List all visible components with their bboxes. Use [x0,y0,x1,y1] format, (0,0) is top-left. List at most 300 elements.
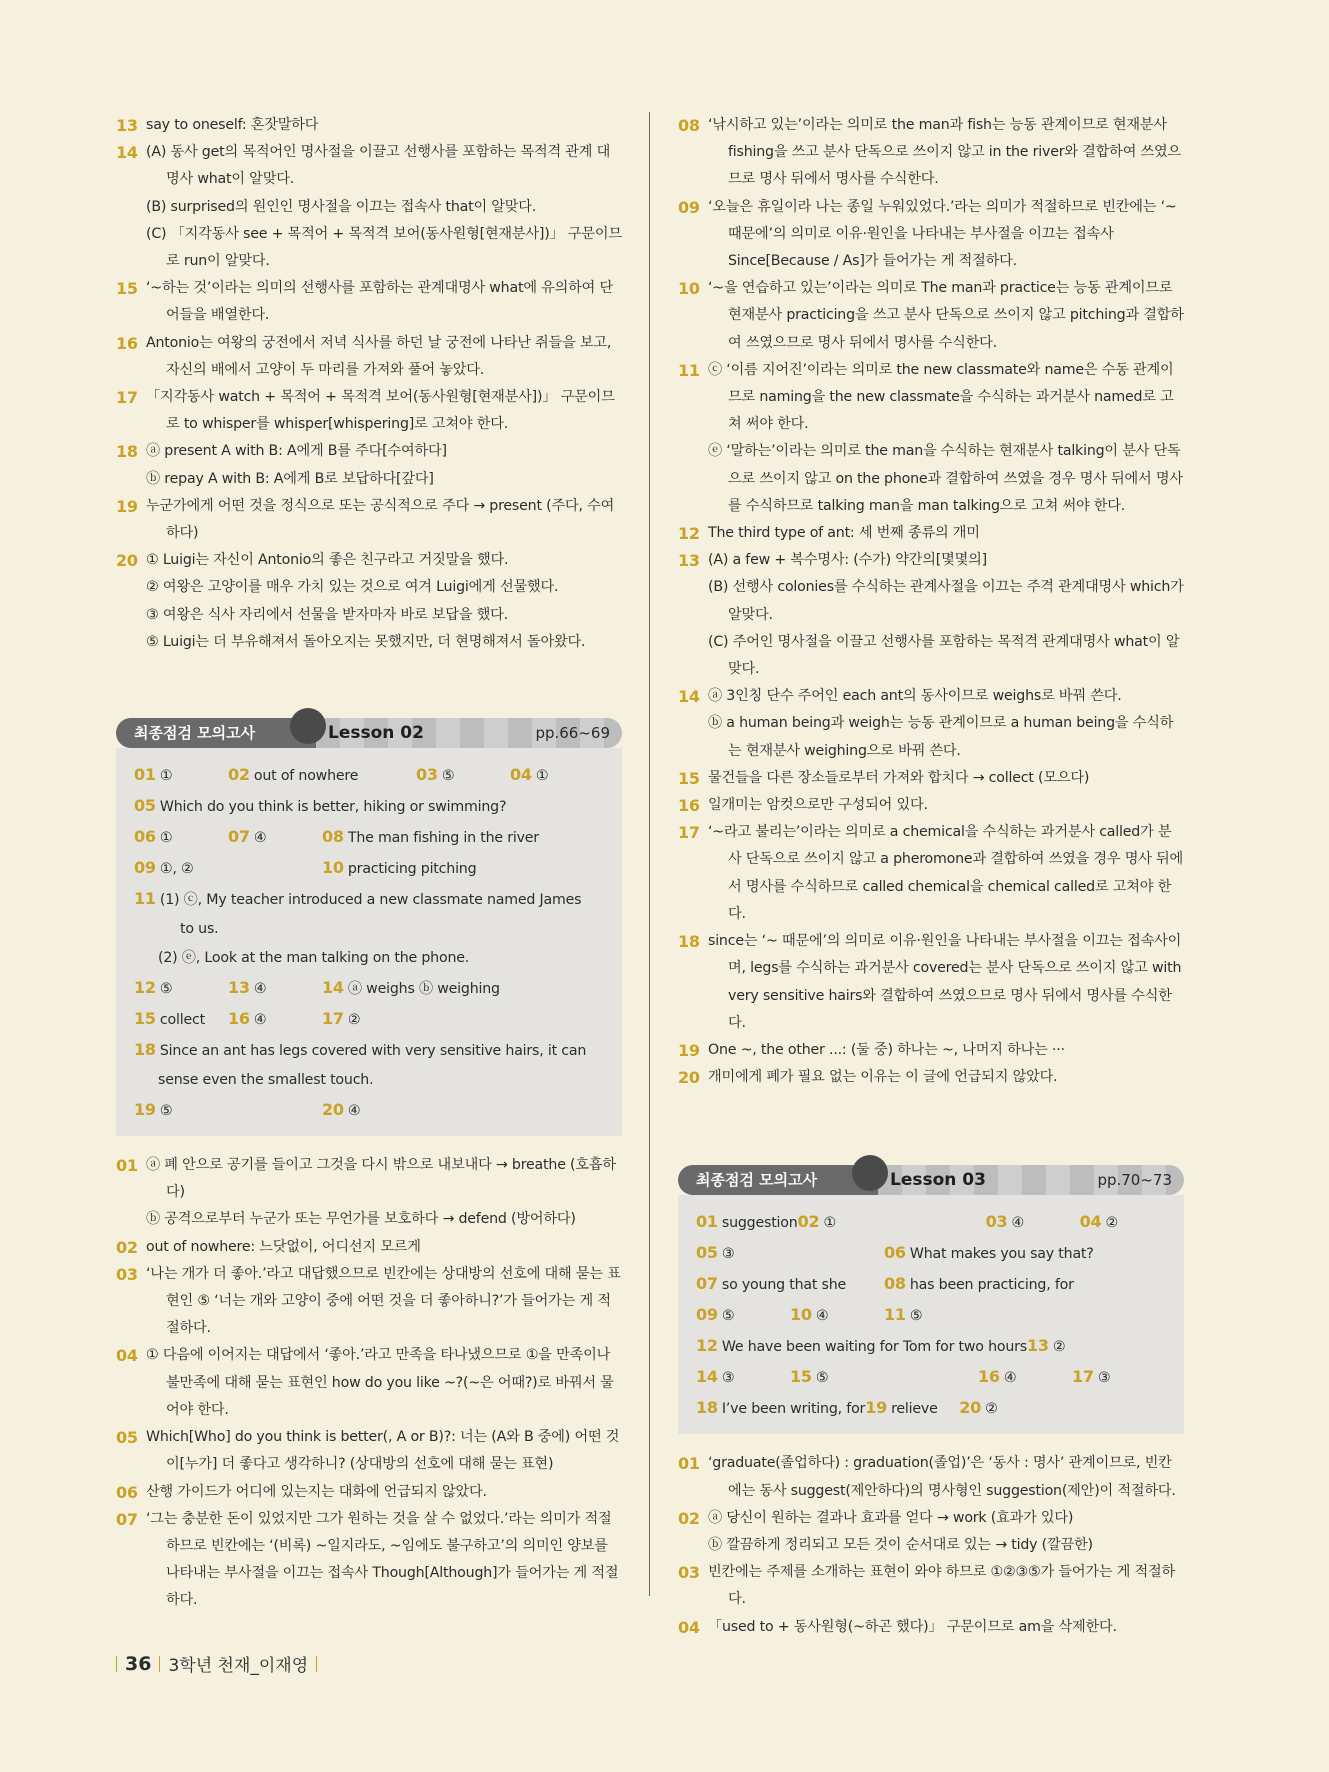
item-number: 19 [678,1040,700,1060]
item-text [708,357,1184,439]
answer-text: ④ [253,1012,267,1029]
item-number: 18 [678,932,700,952]
item-subline [116,574,622,601]
item-text [708,792,1184,819]
answer-cell [322,1004,360,1035]
item-line: since는 ‘~ 때문에’의 의미로 이유·원인을 나타내는 부사절을 이끄는 접속사이며, legs를 수식하는 과거분사 covered는 분사 단독으로 쓰이지 않고 with very sensitive hairs와 결합하여 쓰였으므로 명사 뒤에서 명사를 수식한다. [708,933,1182,1031]
answer-cell [1027,1331,1065,1362]
answer-text: ⑤ [159,1103,173,1120]
lesson-title: Lesson 02 [328,723,424,744]
item-line: ① Luigi는 자신이 Antonio의 좋은 친구라고 거짓말을 했다. [146,552,509,569]
answer-row [696,1393,1166,1424]
panel-header [116,716,622,748]
answer-number: 20 [322,1100,344,1120]
explanation-item [678,547,1184,574]
answer-cell [884,1269,1074,1300]
item-text [146,1424,622,1478]
item-line: 산행 가이드가 어디에 있는지는 대화에 언급되지 않았다. [146,1483,487,1500]
explanation-item [678,765,1184,792]
explanation-item [116,1152,622,1206]
answer-number: 05 [696,1243,718,1263]
item-line: ① 다음에 이어지는 대답에서 ‘좋아.’라고 만족을 타나냈으므로 ①을 만족이나 불만족에 대해 묻는 표현인 how do you like ~?(~은 어때?)로 바꿔서 물어야 한다. [146,1347,614,1418]
explanation-item [678,275,1184,357]
answer-number: 19 [865,1398,888,1418]
answer-row [134,760,604,791]
explanation-item [116,438,622,465]
item-subline-text: ⑤ Luigi는 더 부유해져서 돌아오지는 못했지만, 더 현명해져서 돌아왔다. [146,633,586,650]
answer-cell [696,1207,798,1238]
item-number: 08 [678,116,700,135]
explanation-item [678,1614,1184,1641]
explanation-item [116,1479,622,1506]
item-subline-text: (B) 선행사 colonies를 수식하는 관계사절을 이끄는 주격 관계대명사 which가 알맞다. [708,579,1184,623]
page-number: 36 [125,1652,152,1675]
item-subline-text: ⓑ 공격으로부터 누군가 또는 무언가를 보호하다 → defend (방어하다) [146,1211,576,1228]
answer-cell [134,760,228,791]
page-footer [116,1651,317,1676]
answer-number: 06 [884,1243,906,1263]
item-text [708,1614,1184,1641]
answer-cell [134,822,228,853]
answer-cell [790,1362,978,1393]
item-line: 빈칸에는 주제를 소개하는 표현이 와야 하므로 ①②③⑤가 들어가는 게 적절하다. [708,1564,1176,1608]
answer-text: ⑤ [159,981,173,998]
item-subline [678,629,1184,683]
item-line: 「지각동사 watch + 목적어 + 목적격 보어(동사원형[현재분사])」 구문이므로 to whisper를 whisper[whispering]로 고쳐야 한다. [146,389,615,433]
item-subline [116,602,622,629]
item-text [708,520,1184,547]
answer-row [696,1362,1166,1393]
item-number: 14 [116,143,138,163]
item-subline-text: ⓑ 깔끔하게 정리되고 모든 것이 순서대로 있는 → tidy (깔끔한) [708,1536,1093,1553]
item-text [708,1064,1184,1091]
item-number: 17 [116,388,138,408]
item-line: Which[Who] do you think is better(, A or B)?: 너는 (A와 B 중에) 어떤 것이[누가] 더 좋다고 생각하니? (상대방의 선호에 대해 묻는 표현) [146,1429,620,1473]
answer-text: ⑤ [441,768,455,785]
answer-text: ① [159,768,173,785]
item-number: 03 [678,1563,700,1583]
answer-text: ⑤ [721,1308,735,1325]
answer-text: ④ [347,1103,361,1120]
answer-cell [696,1331,1027,1362]
item-text [146,275,622,329]
item-text [146,384,622,438]
explanation-item [116,1506,622,1615]
item-text [708,683,1184,710]
item-text [146,1234,622,1261]
answer-cell [884,1238,1094,1269]
item-subline-text: ③ 여왕은 식사 자리에서 선물을 받자마자 바로 보답을 했다. [146,606,508,623]
item-number: 15 [116,279,138,299]
answer-number: 02 [797,1212,820,1232]
explanation-item [116,139,622,193]
answer-cell [696,1238,884,1269]
item-text [708,112,1184,194]
item-line: ‘~하는 것’이라는 의미의 선행사를 포함하는 관계대명사 what에 유의하여 단어들을 배열한다. [146,280,613,324]
item-line: ‘낚시하고 있는’이라는 의미로 the man과 fish는 능동 관계이므로 현재분사 fishing을 쓰고 분사 단독으로 쓰이지 않고 in the river와 결합하여 쓰였으므로 명사 뒤에서 명사를 수식한다. [708,117,1182,188]
item-number: 05 [116,1428,138,1448]
answer-row [134,884,604,915]
answer-explanations-lesson2 [116,1152,622,1614]
explanation-item [116,547,622,574]
answer-row [134,822,604,853]
item-line: say to oneself: 혼잣말하다 [146,117,319,133]
item-number: 03 [116,1264,138,1284]
item-text [146,1152,622,1206]
item-subline [116,629,622,656]
answer-text: The man fishing in the river [347,830,539,847]
explanation-item [678,1037,1184,1064]
item-subline [678,1532,1184,1559]
explanation-item [678,792,1184,819]
book-title: 3학년 천재_이재영 [168,1656,309,1676]
explanation-item [678,1505,1184,1532]
answer-cell [228,1004,322,1035]
answer-cell [510,760,548,791]
answer-text: ③ [721,1370,735,1387]
item-number: 11 [678,360,700,380]
explanation-item [678,520,1184,547]
item-number: 01 [116,1156,138,1176]
item-line: 개미에게 폐가 필요 없는 이유는 이 글에 언급되지 않았다. [708,1069,1058,1086]
item-number: 07 [116,1509,138,1529]
answer-row [134,973,604,1004]
explanation-item [678,1064,1184,1091]
answer-number: 09 [134,858,156,878]
answer-cell [134,791,506,822]
item-subline [678,574,1184,628]
item-text [708,1505,1184,1532]
item-line: ‘~을 연습하고 있는’이라는 의미로 The man과 practice는 능동 관계이므로 현재분사 practicing을 쓰고 분사 단독으로 쓰이지 않고 pitching과 결합하여 쓰였으므로 명사 뒤에서 명사를 수식한다. [708,280,1184,351]
answer-number: 01 [134,765,156,785]
item-text [146,438,622,465]
answer-number: 10 [322,858,344,878]
item-text [708,547,1184,574]
item-subline-text: ⓑ repay A with B: A에게 B로 보답하다[갚다] [146,470,434,487]
answer-cell [798,1207,986,1238]
answer-number: 11 [884,1305,906,1325]
explanation-item [116,1424,622,1478]
item-number: 01 [678,1454,700,1474]
answer-text: I’ve been writing, for [721,1401,866,1418]
answer-row [696,1269,1166,1300]
explanation-item [678,194,1184,276]
answer-number: 11 [134,889,156,909]
item-subline [678,438,1184,520]
footer-divider [116,1656,117,1672]
answer-panel-lesson03 [678,1163,1184,1434]
item-text [708,275,1184,357]
answer-text: ④ [815,1308,829,1325]
item-number: 15 [678,768,700,788]
item-line: 물건들을 다른 장소들로부터 가져와 합치다 → collect (모으다) [708,769,1090,786]
item-line: ‘오늘은 휴일이라 나는 종일 누워있었다.’라는 의미가 적절하므로 빈칸에는 ‘~ 때문에’의 의미로 이유·원인을 나타내는 부사절을 이끄는 접속사 Since[Because / As]가 들어가는 게 적절하다. [708,198,1177,270]
item-subline-text: (C) 「지각동사 see + 목적어 + 목적격 보어(동사원형[현재분사])」 구문이므로 run이 알맞다. [146,225,622,270]
explanation-item [678,683,1184,710]
answer-cell [696,1269,884,1300]
answer-text: ② [985,1401,998,1418]
item-number: 20 [678,1068,700,1088]
item-number: 04 [116,1346,138,1366]
answer-number: 03 [416,765,438,785]
answer-number: 08 [322,827,344,847]
answer-number: 14 [322,978,344,998]
answer-text: ② [347,1012,361,1029]
answer-row [696,1300,1166,1331]
answer-number: 08 [884,1274,906,1294]
item-line: 일개미는 암컷으로만 구성되어 있다. [708,797,928,814]
answer-cell [416,760,510,791]
explanation-item [678,1450,1184,1504]
answer-text: sense even the smallest touch. [158,1072,374,1089]
answer-number: 17 [1072,1367,1094,1387]
answer-text: ① [535,768,549,785]
answer-text: ④ [1011,1215,1024,1232]
answer-cell [228,822,322,853]
lesson-title: Lesson 03 [890,1170,986,1191]
explanation-item [678,357,1184,439]
page-range: pp.66~69 [535,724,610,743]
answer-text: ⑤ [909,1308,923,1325]
answer-cell [790,1300,884,1331]
answer-row [134,853,604,884]
explanation-item [116,330,622,384]
answer-text: We have been waiting for Tom for two hours [721,1339,1027,1356]
answer-number: 16 [978,1367,1000,1387]
item-number: 17 [678,823,700,843]
item-line: ‘~라고 불리는’이라는 의미로 a chemical을 수식하는 과거분사 called가 분사 단독으로 쓰이지 않고 a pheromone과 결합하여 쓰였을 경우 명사 뒤에서 명사를 수식하므로 called chemical을 chemical called로 고쳐야 한다. [708,824,1184,922]
answer-number: 16 [228,1009,250,1029]
item-number: 10 [678,279,700,299]
answer-number: 07 [696,1274,718,1294]
answer-cell [322,853,476,884]
answer-cell [1072,1362,1110,1393]
answer-cell [884,1300,922,1331]
answer-cell [986,1207,1080,1238]
item-line: The third type of ant: 세 번째 종류의 개미 [708,525,980,542]
item-line: ⓐ 폐 안으로 공기를 들이고 그것을 다시 밖으로 내보내다 → breathe (호흡하다) [146,1157,616,1201]
final-check-badge: 최종점검 모의고사 [116,718,316,748]
item-line: ‘나는 개가 더 좋아.’라고 대답했으므로 빈칸에는 상대방의 선호에 대해 묻는 표현인 ⑤ ‘너는 개와 고양이 중에 어떤 것을 더 좋아하니?’가 들어가는 게 적절하다. [146,1265,621,1337]
item-number: 13 [116,116,138,135]
item-text [146,1342,622,1424]
answer-cell [322,822,539,853]
item-line: out of nowhere: 느닷없이, 어디선지 모르게 [146,1238,421,1255]
item-subline [678,710,1184,764]
answer-cell [322,1095,360,1126]
explanation-item [116,1261,622,1343]
answer-cell [228,973,322,1004]
answer-row [696,1207,1166,1238]
item-line: One ~, the other ...: (둘 중) 하나는 ~, 나머지 하나는 ··· [708,1041,1065,1058]
explanation-item [116,275,622,329]
item-line: ⓐ present A with B: A에게 B를 주다[수여하다] [146,443,447,460]
item-number: 14 [678,687,700,707]
item-number: 02 [116,1237,138,1257]
item-text [708,1037,1184,1064]
answer-cell [696,1300,790,1331]
answer-text: relieve [891,1401,938,1418]
answer-text: ④ [253,981,267,998]
answer-text: (2) ⓔ, Look at the man talking on the phone. [158,950,470,967]
item-line: ‘그는 충분한 돈이 있었지만 그가 원하는 것을 살 수 없었다.’라는 의미가 적절하므로 빈칸에는 ‘(비록) ~일지라도, ~임에도 불구하고’의 의미인 양보를 나타내는 부사절을 이끄는 접속사 Though[Although]가 들어가는 게 적절하다. [146,1510,619,1609]
item-subline [116,221,622,275]
answer-cell [696,1393,865,1424]
item-text [146,547,622,574]
answer-number: 10 [790,1305,812,1325]
item-line: 누군가에게 어떤 것을 정식으로 또는 공식적으로 주다 → present (주다, 수여하다) [146,497,615,542]
lesson-bar [316,718,622,748]
answer-cell [322,973,500,1004]
answer-explanations-lesson1 [116,112,622,656]
answer-text: What makes you say that? [909,1246,1094,1263]
right-column [678,112,1184,1641]
page-range: pp.70~73 [1097,1171,1172,1190]
answer-number: 19 [134,1100,156,1120]
answer-cell [134,973,228,1004]
panel-body [678,1195,1184,1434]
answer-text: collect [159,1012,205,1029]
answer-text: ④ [1003,1370,1017,1387]
answer-cell [865,1393,959,1424]
answer-number: 12 [696,1336,718,1356]
item-text [146,1261,622,1343]
item-subline [116,466,622,493]
item-text [708,1450,1184,1504]
item-line: (A) a few + 복수명사: (수가) 약간의[몇몇의] [708,552,987,569]
answer-text: so young that she [721,1277,847,1294]
panel-body [116,748,622,1136]
explanation-item [116,493,622,547]
item-text [146,330,622,384]
answer-text: (1) ⓒ, My teacher introduced a new classmate named James [159,892,582,909]
item-number: 19 [116,496,138,516]
answer-number: 02 [228,765,250,785]
answer-text: ③ [721,1246,735,1263]
answer-row [134,1035,604,1066]
explanation-item [116,112,622,139]
answer-cell [959,1393,997,1424]
item-text [146,139,622,193]
answer-text: ⓐ weighs ⓑ weighing [347,981,500,998]
answer-text: practicing pitching [347,861,477,878]
answer-number: 09 [696,1305,718,1325]
answer-text: ④ [253,830,267,847]
item-line: ⓐ 3인칭 단수 주어인 each ant의 동사이므로 weighs로 바꿔 쓴다. [708,688,1122,705]
column-divider [649,112,650,1596]
answer-row [696,1238,1166,1269]
answer-text: ①, ② [159,861,194,878]
item-line: ‘graduate(졸업하다) : graduation(졸업)’은 ‘동사 : 명사’ 관계이므로, 빈칸에는 동사 suggest(제안하다)의 명사형인 suggestion(제안)이 적절하다. [708,1455,1176,1499]
item-number: 06 [116,1482,138,1502]
answer-number: 05 [134,796,156,816]
answer-number: 20 [959,1398,982,1418]
final-check-badge: 최종점검 모의고사 [678,1165,878,1195]
answer-cell [1080,1207,1118,1238]
item-subline [116,1206,622,1233]
answer-cell [978,1362,1072,1393]
answer-cell [134,853,322,884]
answer-row [134,1095,604,1126]
answer-text: ② [1052,1339,1066,1356]
item-text [708,1559,1184,1613]
item-line: (A) 동사 get의 목적어인 명사절을 이끌고 선행사를 포함하는 목적격 관계 대명사 what이 알맞다. [146,144,611,188]
item-number: 16 [116,333,138,353]
item-subline-text: ② 여왕은 고양이를 매우 가치 있는 것으로 여겨 Luigi에게 선물했다. [146,579,559,596]
answer-number: 18 [134,1040,156,1060]
item-text [146,1479,622,1506]
answer-row [134,791,604,822]
answer-number: 12 [134,978,156,998]
answer-text: out of nowhere [253,768,359,785]
answer-row [696,1331,1166,1362]
answer-text: ① [823,1215,836,1232]
lesson-bar [878,1165,1184,1195]
panel-header [678,1163,1184,1195]
answer-number: 03 [985,1212,1008,1232]
answer-number: 13 [228,978,250,998]
item-number: 13 [678,551,700,571]
item-subline [116,194,622,221]
item-text [146,493,622,547]
answer-cell [134,1095,322,1126]
answer-text: has been practicing, for [909,1277,1074,1294]
answer-text: Since an ant has legs covered with very sensitive hairs, it can [159,1043,587,1060]
answer-number: 13 [1027,1336,1049,1356]
item-text [146,1506,622,1615]
item-number: 02 [678,1508,700,1528]
item-line: ⓐ 당신이 원하는 결과나 효과를 얻다 → work (효과가 있다) [708,1509,1074,1526]
answer-cell [134,1004,228,1035]
answer-text: ⑤ [815,1370,829,1387]
item-subline-text: (B) surprised의 원인인 명사절을 이끄는 접속사 that이 알맞다. [146,198,537,215]
answer-text: to us. [180,921,219,938]
answer-panel-lesson02 [116,716,622,1136]
item-number: 12 [678,524,700,544]
item-text [708,928,1184,1037]
explanation-item [678,112,1184,194]
item-text [146,112,622,139]
item-number: 16 [678,796,700,816]
answer-number: 14 [696,1367,718,1387]
item-number: 20 [116,551,138,571]
answer-number: 04 [510,765,532,785]
answer-cell [696,1362,790,1393]
item-number: 09 [678,197,700,217]
answer-text: ② [1105,1215,1118,1232]
answer-explanations-lesson3 [678,1450,1184,1640]
item-number: 18 [116,442,138,462]
left-column [116,112,622,1615]
answer-number: 07 [228,827,250,847]
answer-number: 15 [134,1009,156,1029]
answer-text: suggestion [721,1215,798,1232]
answer-number: 15 [790,1367,812,1387]
item-line: ⓒ ‘이름 지어진’이라는 의미로 the new classmate와 name은 수동 관계이므로 naming을 the new classmate을 수식하는 과거분사 named로 고쳐 써야 한다. [708,361,1174,433]
explanation-item [116,1234,622,1261]
item-line: Antonio는 여왕의 궁전에서 저녁 식사를 하던 날 궁전에 나타난 쥐들을 보고, 자신의 배에서 고양이 두 마리를 가져와 풀어 놓았다. [146,334,612,378]
item-number: 04 [678,1617,700,1637]
footer-divider [159,1656,160,1672]
explanation-item [116,384,622,438]
item-line: 「used to + 동사원형(~하곤 했다)」 구문이므로 am을 삭제한다. [708,1618,1117,1635]
answer-number: 01 [696,1212,718,1232]
answer-text: ① [159,830,173,847]
item-subline-text: ⓑ a human being과 weigh는 능동 관계이므로 a human being을 수식하는 현재분사 weighing으로 바꿔 쓴다. [708,715,1174,759]
answer-cell [228,760,416,791]
answer-explanations-lesson2-cont [678,112,1184,1091]
item-text [708,819,1184,928]
